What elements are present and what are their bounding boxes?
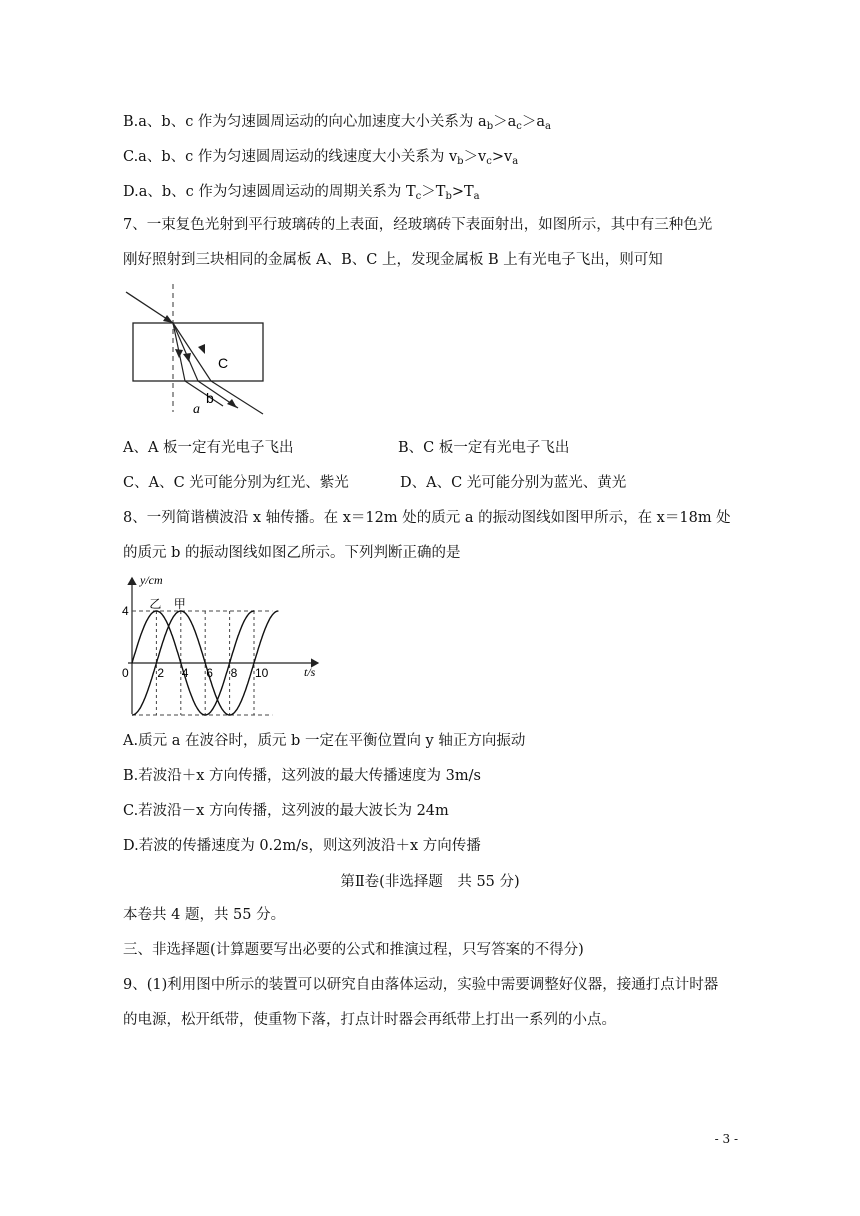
x-tick-label: 4 [181, 666, 189, 680]
q8-option-b: B.若波沿＋x 方向传播，这列波的最大传播速度为 3m/s [123, 768, 481, 784]
q7-option-b: B、C 板一定有光电子飞出 [398, 440, 570, 456]
q8-stem-line2: 的质元 b 的振动图线如图乙所示。下列判断正确的是 [123, 545, 461, 561]
page-number: - 3 - [714, 1132, 738, 1146]
series-label-2: 甲 [173, 597, 186, 611]
y-tick-label: 4 [122, 604, 129, 618]
q7-option-d: D、A、C 光可能分别为蓝光、黄光 [400, 475, 627, 491]
x-tick-label: 0 [122, 666, 129, 680]
q7-option-c: C、A、C 光可能分别为红光、紫光 [123, 475, 349, 491]
q6-option-c: C.a、b、c 作为匀速圆周运动的线速度大小关系为 $v_b>v_c>v_a$ [123, 149, 519, 167]
x-tick-label: 10 [255, 666, 269, 680]
q7-stem-line2: 刚好照射到三块相同的金属板 A、B、C 上，发现金属板 B 上有光电子飞出，则可知 [123, 252, 663, 268]
series-label-1: 乙 [149, 597, 162, 611]
glass-brick [133, 323, 263, 381]
q7-stem-line1: 7、一束复色光射到平行玻璃砖的上表面，经玻璃砖下表面射出，如图所示，其中有三种色光 [123, 217, 713, 233]
label-b: b [206, 390, 214, 406]
x-tick-label: 8 [230, 666, 238, 680]
section-heading: 三、非选择题(计算题要写出必要的公式和推演过程，只写答案的不得分) [123, 942, 584, 958]
q8-option-d: D.若波的传播速度为 0.2m/s，则这列波沿＋x 方向传播 [123, 838, 481, 854]
x-tick-label: 6 [206, 666, 213, 680]
arrow-out [227, 399, 237, 408]
label-a: a [193, 402, 200, 417]
ray-c-out [211, 381, 263, 414]
q8-stem-line1: 8、一列简谐横波沿 x 轴传播。在 x＝12m 处的质元 a 的振动图线如图甲所示，在 x＝18m 处 [123, 510, 731, 526]
section-note: 本卷共 4 题，共 55 分。 [123, 907, 286, 923]
arrow-a [175, 349, 183, 358]
q8-option-c: C.若波沿－x 方向传播，这列波的最大波长为 24m [123, 803, 449, 819]
label-c: C [218, 355, 229, 371]
x-axis-label: t/s [304, 665, 316, 679]
q7-option-a: A、A 板一定有光电子飞出 [123, 440, 294, 456]
incident-arrowhead [163, 315, 173, 323]
section-title: 第Ⅱ卷(非选择题 共 55 分) [340, 874, 520, 890]
q6-option-b: B.a、b、c 作为匀速圆周运动的向心加速度大小关系为 $a_b>a_c>a_a$ [123, 114, 551, 132]
vibration-graph [120, 572, 325, 720]
x-tick-label: 2 [157, 666, 165, 680]
glass-brick-figure [123, 282, 273, 417]
q6-option-d: D.a、b、c 作为匀速圆周运动的周期关系为 $T_c>T_b>T_a$ [123, 184, 480, 202]
q9-stem-line1: 9、(1)利用图中所示的装置可以研究自由落体运动，实验中需要调整好仪器，接通打点计时器 [123, 977, 719, 993]
q8-option-a: A.质元 a 在波谷时，质元 b 一定在平衡位置向 y 轴正方向振动 [123, 733, 526, 749]
q9-stem-line2: 的电源，松开纸带，使重物下落，打点计时器会再纸带上打出一系列的小点。 [123, 1012, 616, 1028]
arrow-c [198, 344, 205, 354]
y-axis-label: y/cm [140, 573, 163, 587]
